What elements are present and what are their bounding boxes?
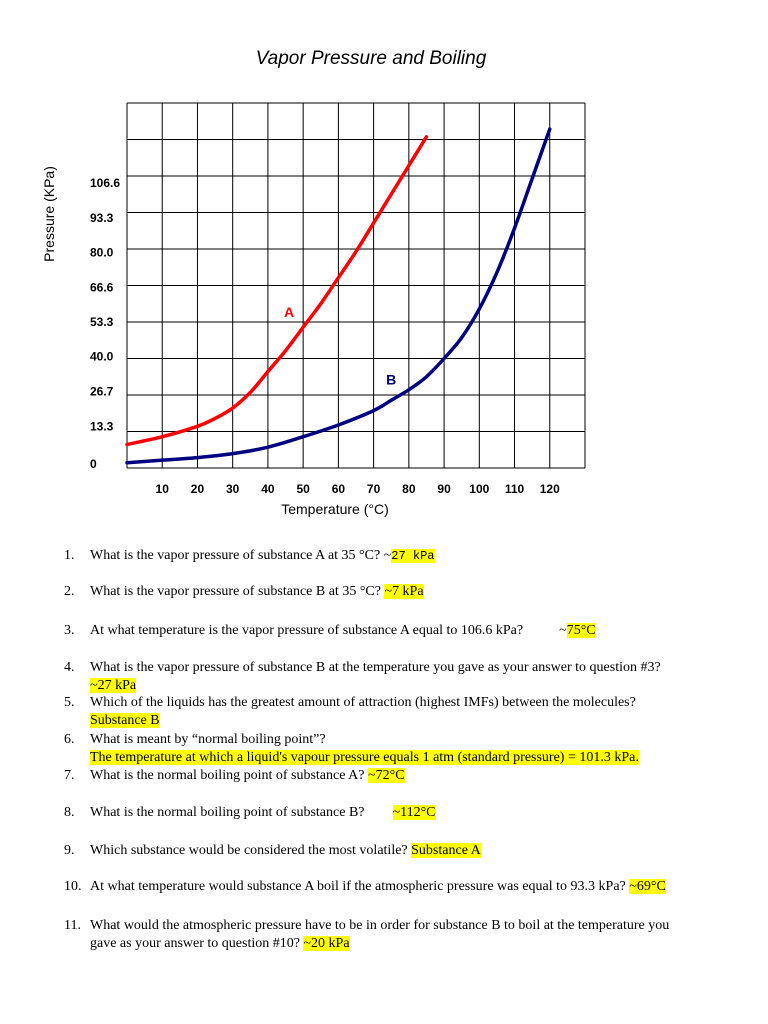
answer-highlight: 27 kPa [391,549,435,563]
question-item [64,767,724,785]
series-label-a: A [283,303,295,320]
question-item [64,583,724,601]
question-number: 7. [64,768,75,783]
question-line [90,659,724,677]
question-item [64,917,724,953]
y-tick-label: 66.6 [90,280,114,295]
question-item [64,659,724,695]
question-line [90,878,724,896]
question-text: What is the normal boiling point of substance B? [90,805,365,820]
question-number: 5. [64,695,75,710]
question-line [90,694,724,712]
x-tick-label: 30 [226,482,240,496]
y-axis-label: Pressure (KPa) [41,166,57,262]
question-line [90,804,724,822]
y-tick-label: 0 [90,457,97,471]
answer-highlight: ~69°C [629,879,666,894]
question-item [64,547,724,565]
question-text: What is the vapor pressure of substance B at the temperature you gave as your answer to question #3? [90,660,661,675]
question-item [64,731,724,767]
question-number: 3. [64,623,75,638]
y-tick-label: 106.6 [90,176,121,191]
question-number: 9. [64,843,75,858]
y-tick-label: 53.3 [90,315,114,330]
question-line [90,767,724,785]
question-number: 10. [64,879,82,894]
answer-highlight: The temperature at which a liquid's vapour pressure equals 1 atm (standard pressure) = 101.3 kPa. [90,750,639,765]
answer-highlight: Substance B [90,713,160,728]
x-tick-label: 90 [437,482,451,496]
question-item [64,694,724,730]
x-tick-label: 120 [539,482,560,496]
series-annotations [284,304,396,388]
question-line [90,712,724,730]
series-line-a [127,137,426,445]
chart-grid [127,103,585,468]
question-text: What is the vapor pressure of substance A at 35 °C? ~ [90,548,392,563]
question-item [64,878,724,896]
question-line [90,917,724,935]
question-line [90,749,724,767]
x-tick-label: 20 [190,482,205,496]
question-number: 8. [64,805,75,820]
question-line [90,842,724,860]
x-tick-label: 80 [402,482,416,496]
question-line [90,547,724,565]
x-tick-label: 10 [155,482,169,496]
question-line [90,731,724,749]
series-label-b: B [386,371,397,388]
x-tick-label: 50 [296,482,310,496]
chart-title: Vapor Pressure and Boiling [255,48,487,69]
question-text: ~ [559,623,567,638]
question-text: What would the atmospheric pressure have to be in order for substance B to boil at the temperature you [90,918,670,933]
question-number: 2. [64,584,75,599]
y-tick-label: 80.0 [90,245,114,260]
question-number: 6. [64,732,75,747]
question-number: 4. [64,660,75,675]
question-line [90,677,724,695]
question-line [90,935,724,953]
y-tick-label: 93.3 [90,210,114,225]
x-tick-label: 40 [261,482,275,496]
question-number: 1. [64,548,75,563]
answer-highlight: ~27 kPa [90,678,137,693]
y-tick-label: 40.0 [90,349,114,364]
x-axis-label: Temperature (°C) [281,501,389,517]
answer-highlight: ~72°C [368,768,405,783]
question-text: At what temperature is the vapor pressure of substance A equal to 106.6 kPa? [90,623,524,638]
y-axis-ticks [90,176,120,471]
answer-highlight: ~20 kPa [303,936,350,951]
x-tick-label: 110 [504,482,525,496]
question-line [90,622,724,640]
question-line [90,583,724,601]
x-tick-label: 70 [366,482,381,496]
question-text: What is the normal boiling point of substance A? [90,768,369,783]
answer-highlight: 75°C [566,623,596,638]
x-axis-ticks [156,482,561,496]
question-text: What is meant by “normal boiling point”? [90,732,326,747]
x-tick-label: 100 [469,482,490,496]
question-item [64,622,724,640]
question-text: gave as your answer to question #10? [90,936,304,951]
x-tick-label: 60 [331,482,346,496]
question-item [64,804,724,822]
question-text: Which of the liquids has the greatest amount of attraction (highest IMFs) between the molecules? [90,695,636,710]
question-text: Which substance would be considered the most volatile? [90,843,412,858]
answer-highlight: ~7 kPa [384,584,424,599]
question-text: What is the vapor pressure of substance B at 35 °C? [90,584,385,599]
y-tick-label: 26.7 [90,384,114,399]
answer-highlight: Substance A [411,843,481,858]
question-number: 11. [64,918,81,933]
question-item [64,842,724,860]
question-text: At what temperature would substance A boil if the atmospheric pressure was equal to 93.3 kPa? [90,879,630,894]
y-tick-label: 13.3 [90,419,114,434]
answer-highlight: ~112°C [392,805,436,820]
